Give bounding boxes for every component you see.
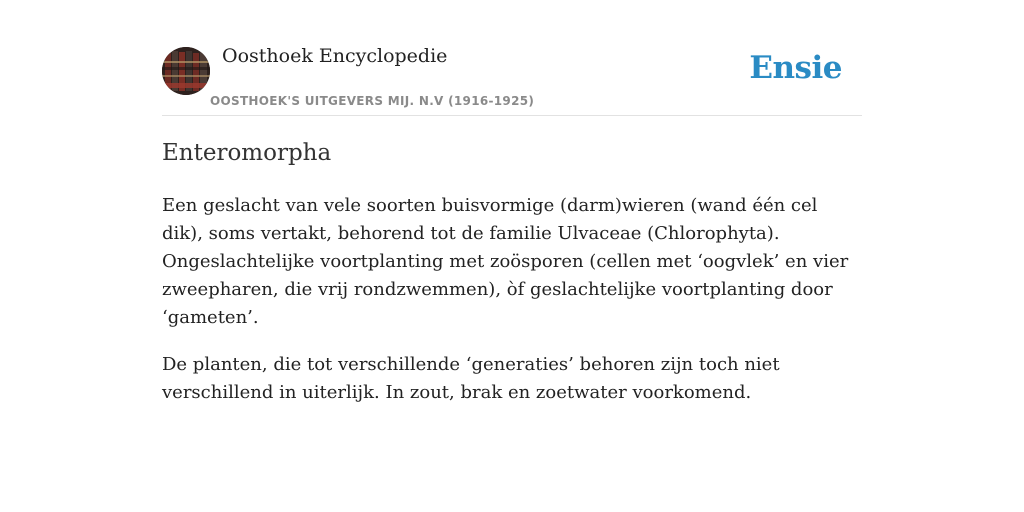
brand-logo[interactable]: Ensie <box>749 50 842 86</box>
source-title[interactable]: Oosthoek Encyclopedie <box>222 45 448 67</box>
entry-paragraph: Een geslacht van vele soorten buisvormige (darm)wieren (wand één cel dik), soms vertakt, behorend tot de familie Ulvaceae (Chlorophyta). Ongeslachtelijke voortplanting met zoösporen (cellen met ‘oogvlek’ en vier zweepharen, die vrij rondzwemmen), òf geslachtelijke voortplanting door ‘gameten’. <box>162 195 849 328</box>
entry-paragraph: De planten, die tot verschillende ‘generaties’ behoren zijn toch niet verschillend in uiterlijk. In zout, brak en zoetwater voorkomend. <box>162 354 780 403</box>
entry-card <box>162 0 862 403</box>
encyclopedia-books-icon[interactable] <box>162 47 210 95</box>
entry-body <box>162 192 862 426</box>
source-header <box>162 0 862 116</box>
source-subtitle: OOSTHOEK'S UITGEVERS MIJ. N.V (1916-1925) <box>210 94 535 108</box>
entry-title: Enteromorpha <box>162 140 332 166</box>
